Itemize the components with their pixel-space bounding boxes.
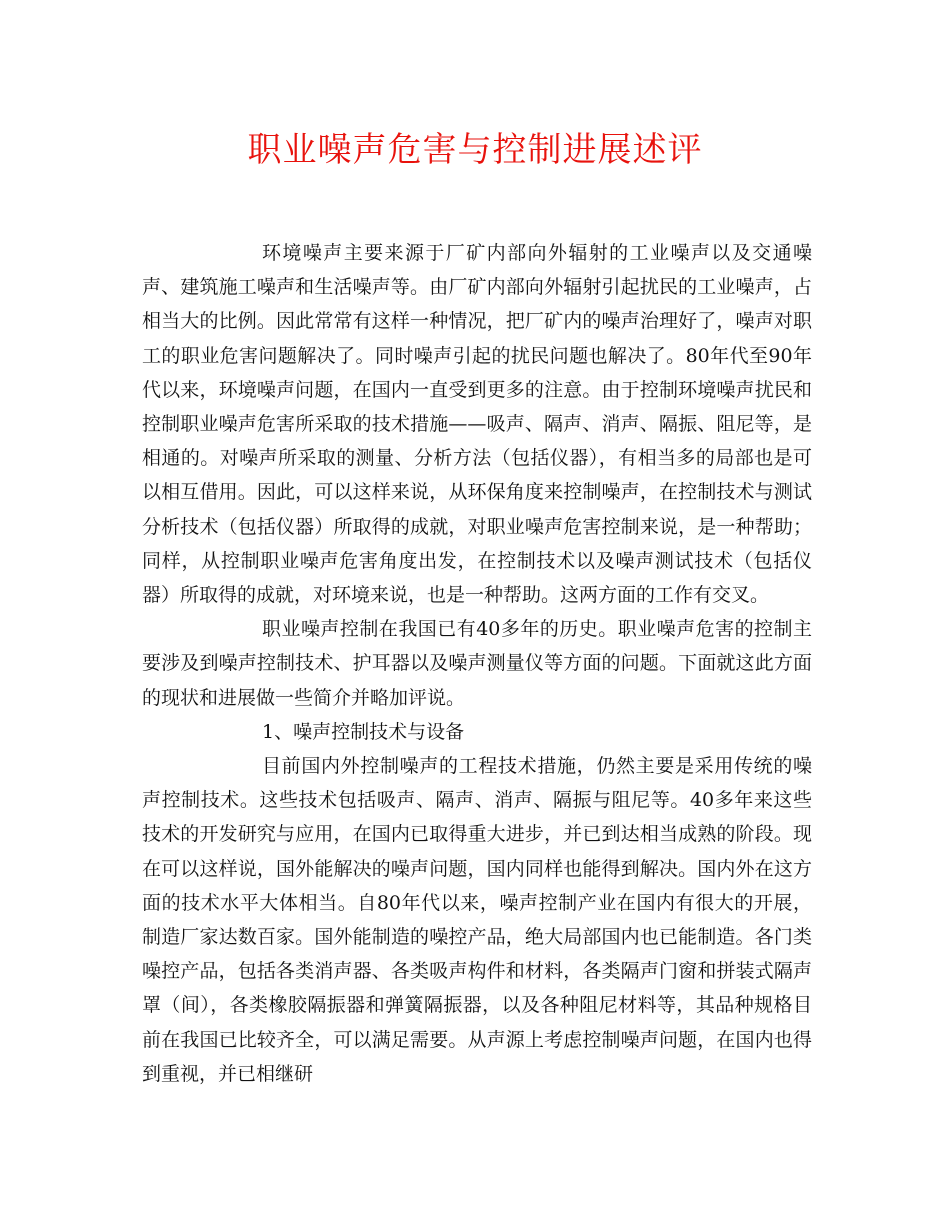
- section-heading: 1、噪声控制技术与设备: [262, 720, 465, 743]
- paragraph-history: 职业噪声控制在我国已有40多年的历史。职业噪声危害的控制主要涉及到噪声控制技术、护耳器以及噪声测量仪等方面的问题。下面就这此方面的现状和进展做一些简介并略加评说。: [142, 618, 812, 709]
- paragraph-intro: 环境噪声主要来源于厂矿内部向外辐射的工业噪声以及交通噪声、建筑施工噪声和生活噪声等。由厂矿内部向外辐射引起扰民的工业噪声，占相当大的比例。因此常常有这样一种情况，把厂矿内的噪声治理好了，噪声对职工的职业危害问题解决了。同时噪声引起的扰民问题也解决了。80年代至90年代以来，环境噪声问题，在国内一直受到更多的注意。由于控制环境噪声扰民和控制职业噪声危害所采取的技术措施——吸声、隔声、消声、隔振、阻尼等，是相通的。对噪声所采取的测量、分析方法（包括仪器），有相当多的局部也是可以相互借用。因此，可以这样来说，从环保角度来控制噪声，在控制技术与测试分析技术（包括仪器）所取得的成就，对职业噪声危害控制来说，是一种帮助；同样，从控制职业噪声危害角度出发，在控制技术以及噪声测试技术（包括仪器）所取得的成就，对环境来说，也是一种帮助。这两方面的工作有交叉。: [142, 242, 812, 607]
- paragraph-control-technology: 目前国内外控制噪声的工程技术措施，仍然主要是采用传统的噪声控制技术。这些技术包括吸声、隔声、消声、隔振与阻尼等。40多年来这些技术的开发研究与应用，在国内已取得重大进步，并已到达相当成熟的阶段。现在可以这样说，国外能解决的噪声问题，国内同样也能得到解决。国内外在这方面的技术水平大体相当。自80年代以来，噪声控制产业在国内有很大的开展，制造厂家达数百家。国外能制造的噪控产品，绝大局部国内也已能制造。各门类噪控产品，包括各类消声器、各类吸声构件和材料，各类隔声门窗和拼装式隔声罩（间），各类橡胶隔振器和弹簧隔振器，以及各种阻尼材料等，其品种规格目前在我国已比较齐全，可以满足需要。从声源上考虑控制噪声问题，在国内也得到重视，并已相继研: [142, 755, 812, 1085]
- document-body: [142, 236, 812, 1091]
- document-title: 职业噪声危害与控制进展述评: [247, 130, 703, 170]
